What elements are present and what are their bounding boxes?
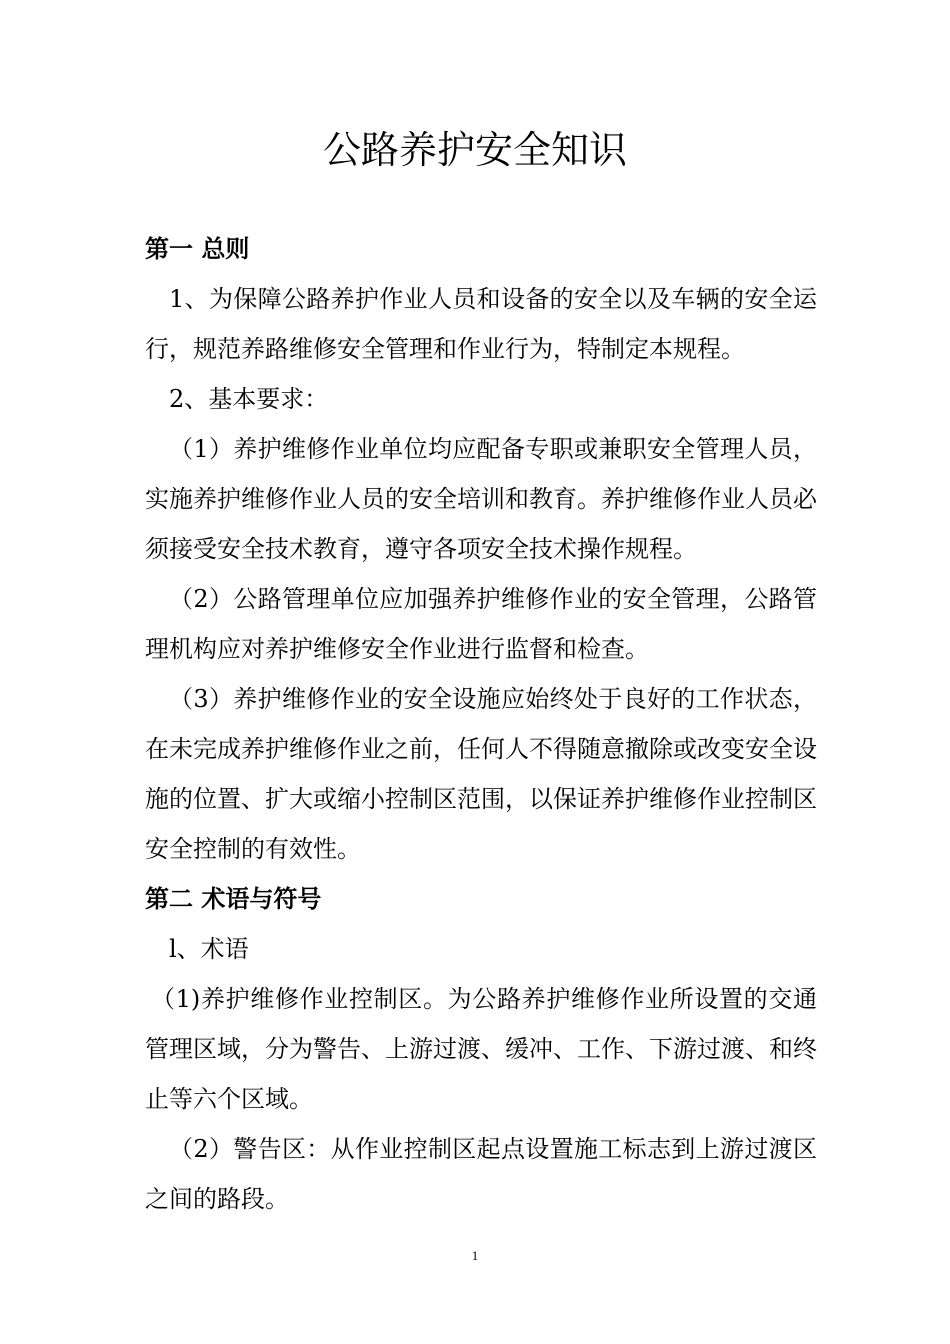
paragraph: （1）养护维修作业单位均应配备专职或兼职安全管理人员，实施养护维修作业人员的安全培训和教育。养护维修作业人员必须接受安全技术教育，遵守各项安全技术操作规程。 — [145, 435, 817, 563]
paragraph: l、术语 — [169, 935, 249, 963]
paragraph: 1、为保障公路养护作业人员和设备的安全以及车辆的安全运行，规范养路维修安全管理和作业行为，特制定本规程。 — [145, 285, 817, 363]
paragraph: （1)养护维修作业控制区。为公路养护维修作业所设置的交通管理区域，分为警告、上游过渡、缓冲、工作、下游过渡、和终止等六个区域。 — [145, 985, 817, 1113]
section-heading-general: 第一 总则 — [145, 234, 250, 263]
page-number: 1 — [471, 1248, 479, 1263]
paragraph: （3）养护维修作业的安全设施应始终处于良好的工作状态，在未完成养护维修作业之前，任何人不得随意撤除或改变安全设施的位置、扩大或缩小控制区范围，以保证养护维修作业控制区安全控制的有效性。 — [145, 685, 817, 863]
section-heading-terms: 第二 术语与符号 — [145, 884, 322, 913]
paragraph: （2）公路管理单位应加强养护维修作业的安全管理，公路管理机构应对养护维修安全作业进行监督和检查。 — [145, 585, 817, 663]
document-body — [145, 224, 817, 1224]
paragraph: 2、基本要求： — [169, 385, 329, 413]
document-title: 公路养护安全知识 — [322, 128, 627, 172]
paragraph: （2）警告区：从作业控制区起点设置施工标志到上游过渡区之间的路段。 — [145, 1135, 817, 1213]
